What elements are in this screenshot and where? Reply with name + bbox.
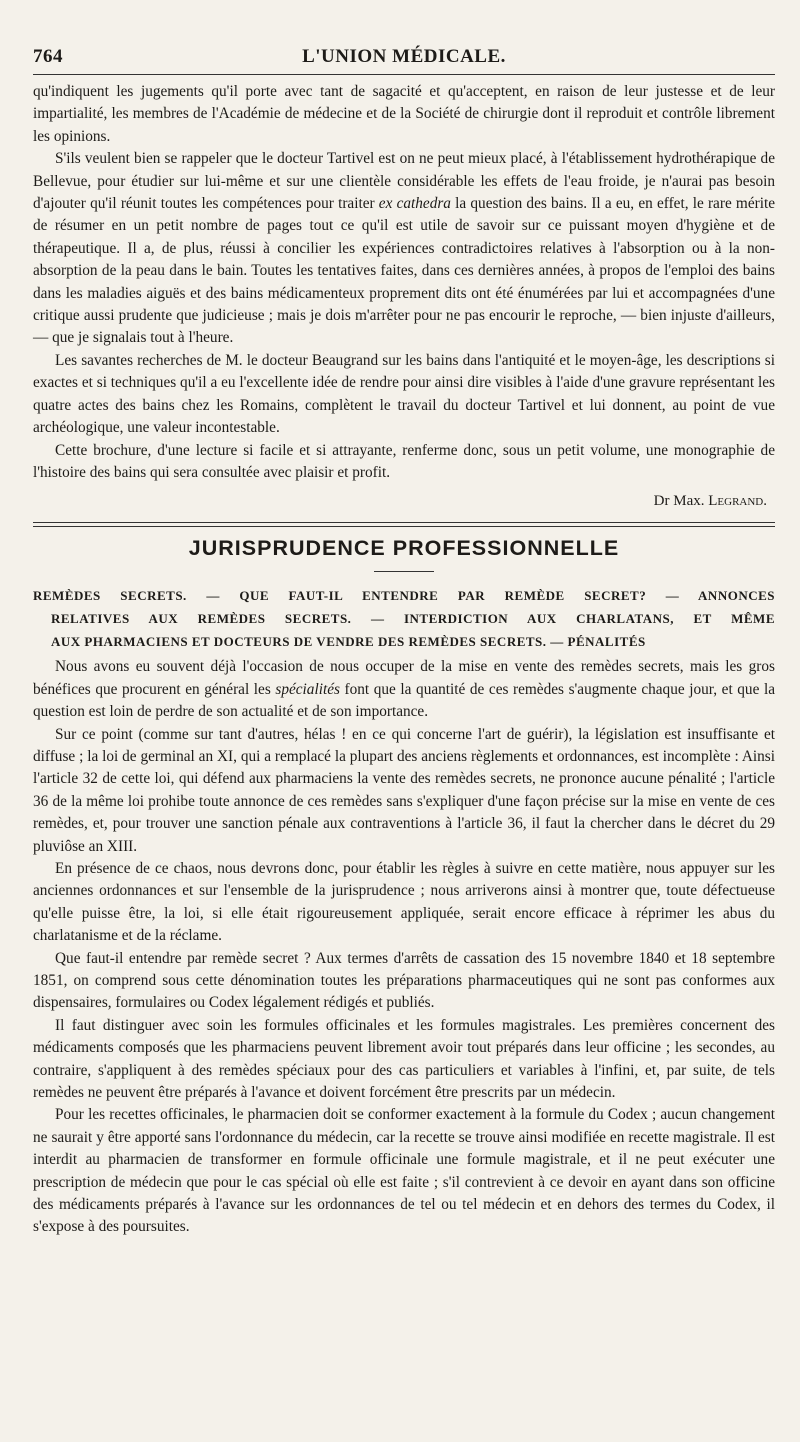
- article-paragraph-part: Nous avons eu souvent déjà l'occasion de nous occuper de la mise en vente des remèdes secrets, mais les gros bénéfices que procurent en général les: [33, 658, 775, 698]
- title-underline: [374, 571, 434, 572]
- review-paragraph: qu'indiquent les jugements qu'il porte avec tant de sagacité et qu'acceptent, en raison de leur justesse et de leur impartialité, les membres de l'Académie de médecine et de la Société de chirurgie dont il reproduit et contrôle librement les opinions.: [33, 83, 775, 145]
- article-paragraph-part: font que la quantité de ces remèdes s'augmente chaque jour, et que la question est loin de perdre de son actualité et de son importance.: [33, 680, 775, 721]
- page-number: 764: [33, 46, 63, 67]
- section-title: JURISPRUDENCE PROFESSIONNELLE: [188, 536, 620, 561]
- book-review: [33, 81, 775, 512]
- signature-name: Legrand.: [708, 493, 767, 510]
- article-paragraph: En présence de ce chaos, nous devrons donc, pour établir les règles à suivre en cette matière, nous appuyer sur les anciennes ordonnances et sur l'ensemble de la jurisprudence ; nous arriverons ainsi à montrer que, toute défectueuse qu'elle puisse être, la loi, si elle était rigoureusement appliquée, serait encore efficace à réprimer les abus du charlatanisme et de la réclame.: [33, 859, 775, 945]
- signature-prefix: Dr Max.: [653, 493, 709, 510]
- review-paragraph-part: la question des bains. Il a eu, en effet, le rare mérite de résumer en un petit nombre de pages tout ce qu'il est utile de savoir sur ce puissant moyen d'hygiène et de thérapeutique. Il a, de plus, réussi à concilier les expériences contradictoires relatives à l'absorption ou à la non-absorption de la peau dans le bain. Toutes les tentatives faites, dans ces dernières années, à propos de l'emploi des bains dans les maladies aiguës et des bains médicamenteux proprement dits ont été énumérées par lui et accompagnées d'une critique aussi prudente que judicieuse ; mais je dois m'arrêter pour ne pas encourir le reproche, — bien injuste d'ailleurs, — que je signalais tout à l'heure.: [33, 195, 775, 347]
- article-subheading: [33, 584, 775, 653]
- journal-title: L'UNION MÉDICALE.: [302, 46, 506, 67]
- subheading-line: RELATIVES AUX REMÈDES SECRETS. — INTERDICTION AUX CHARLATANS, ET MÊME: [51, 611, 775, 627]
- article-paragraph: Sur ce point (comme sur tant d'autres, hélas ! en ce qui concerne l'art de guérir), la législation est insuffisante et diffuse ; la loi de germinal an XI, qui a remplacé la plupart des anciens règlements et ordonnances, est incomplète : Ainsi l'article 32 de cette loi, qui défend aux pharmaciens la vente des remèdes secrets, ne prononce aucune pénalité ; l'article 36 de la même loi prohibe toute annonce de ces remèdes sans s'expliquer d'une façon précise sur la mise en vente de ces remèdes, et, pour trouver une sanction pénale aux contraventions à l'article 36, il faut la chercher dans le décret du 29 pluviôse an XIII.: [33, 725, 775, 855]
- review-paragraph: [33, 148, 775, 350]
- review-paragraph: Cette brochure, d'une lecture si facile et si attrayante, renferme donc, sous un petit volume, une monographie de l'histoire des bains qui sera consultée avec plaisir et profit.: [33, 441, 775, 481]
- review-signature: [33, 490, 767, 512]
- review-paragraph: Les savantes recherches de M. le docteur Beaugrand sur les bains dans l'antiquité et le moyen-âge, les descriptions si exactes et si techniques qu'il a eu l'excellente idée de rendre pour ainsi dire visibles à l'aide d'une gravure représentant les quatre actes des bains chez les Romains, complètent le travail du docteur Tartivel et lui donnent, au point de vue archéologique, une valeur incontestable.: [33, 351, 775, 437]
- article-paragraph: [33, 656, 775, 723]
- header-rule: [33, 74, 775, 75]
- subheading-line: AUX PHARMACIENS ET DOCTEURS DE VENDRE DES REMÈDES SECRETS. — PÉNALITÉS: [51, 634, 646, 650]
- journal-page: [33, 40, 775, 1239]
- article-paragraph: Pour les recettes officinales, le pharmacien doit se conformer exactement à la formule du Codex ; aucun changement ne saurait y être apporté sans l'ordonnance du médecin, car la recette se trouve ainsi modifiée en recette magistrale. Il est interdit au pharmacien de transformer en formule officinale une formule magistrale, et il ne peut exécuter une prescription de médecin que pour le cas spécial où elle est faite ; s'il contrevient à ce devoir en ayant dans son officine des médicaments préparés à l'avance sur les ordonnances de tel ou tel médecin et en dehors des termes du Codex, il s'expose à des poursuites.: [33, 1106, 775, 1236]
- article-italic-word: spécialités: [275, 680, 340, 698]
- article-paragraph: Il faut distinguer avec soin les formules officinales et les formules magistrales. Les premières concernent des médicaments composés que les pharmaciens peuvent librement avoir tout préparés dans leur officine ; les secondes, au contraire, s'appliquent à des remèdes spéciaux pour des cas particuliers et variables à l'infini, et, par suite, de tels remèdes ne peuvent être préparés à l'avance et doivent forcément être prescrits par un médecin.: [33, 1016, 775, 1102]
- article-paragraph: Que faut-il entendre par remède secret ? Aux termes d'arrêts de cassation des 15 novembre 1840 et 18 septembre 1851, on comprend sous cette dénomination toutes les préparations pharmaceutiques qui ne sont pas conformes aux dispensaires, formulaires ou Codex légalement rédigés et publiés.: [33, 949, 775, 1012]
- review-paragraph-part: S'ils veulent bien se rappeler que le docteur Tartivel est on ne peut mieux placé, à l'établissement hydrothérapique de Bellevue, pour étudier sur lui-même et sur une clientèle considérable les effets de l'eau froide, je n'aurai pas besoin d'ajouter qu'il réunit toutes les compétences pour traiter: [33, 150, 775, 213]
- section-divider: [33, 522, 775, 527]
- divider-thick: [33, 522, 775, 523]
- article-body: [33, 656, 775, 1239]
- running-head: [33, 40, 775, 72]
- review-italic-phrase: ex cathedra: [378, 195, 451, 213]
- subheading-line: REMÈDES SECRETS. — QUE FAUT-IL ENTENDRE PAR REMÈDE SECRET? — ANNONCES: [33, 588, 775, 604]
- divider-thin: [33, 526, 775, 527]
